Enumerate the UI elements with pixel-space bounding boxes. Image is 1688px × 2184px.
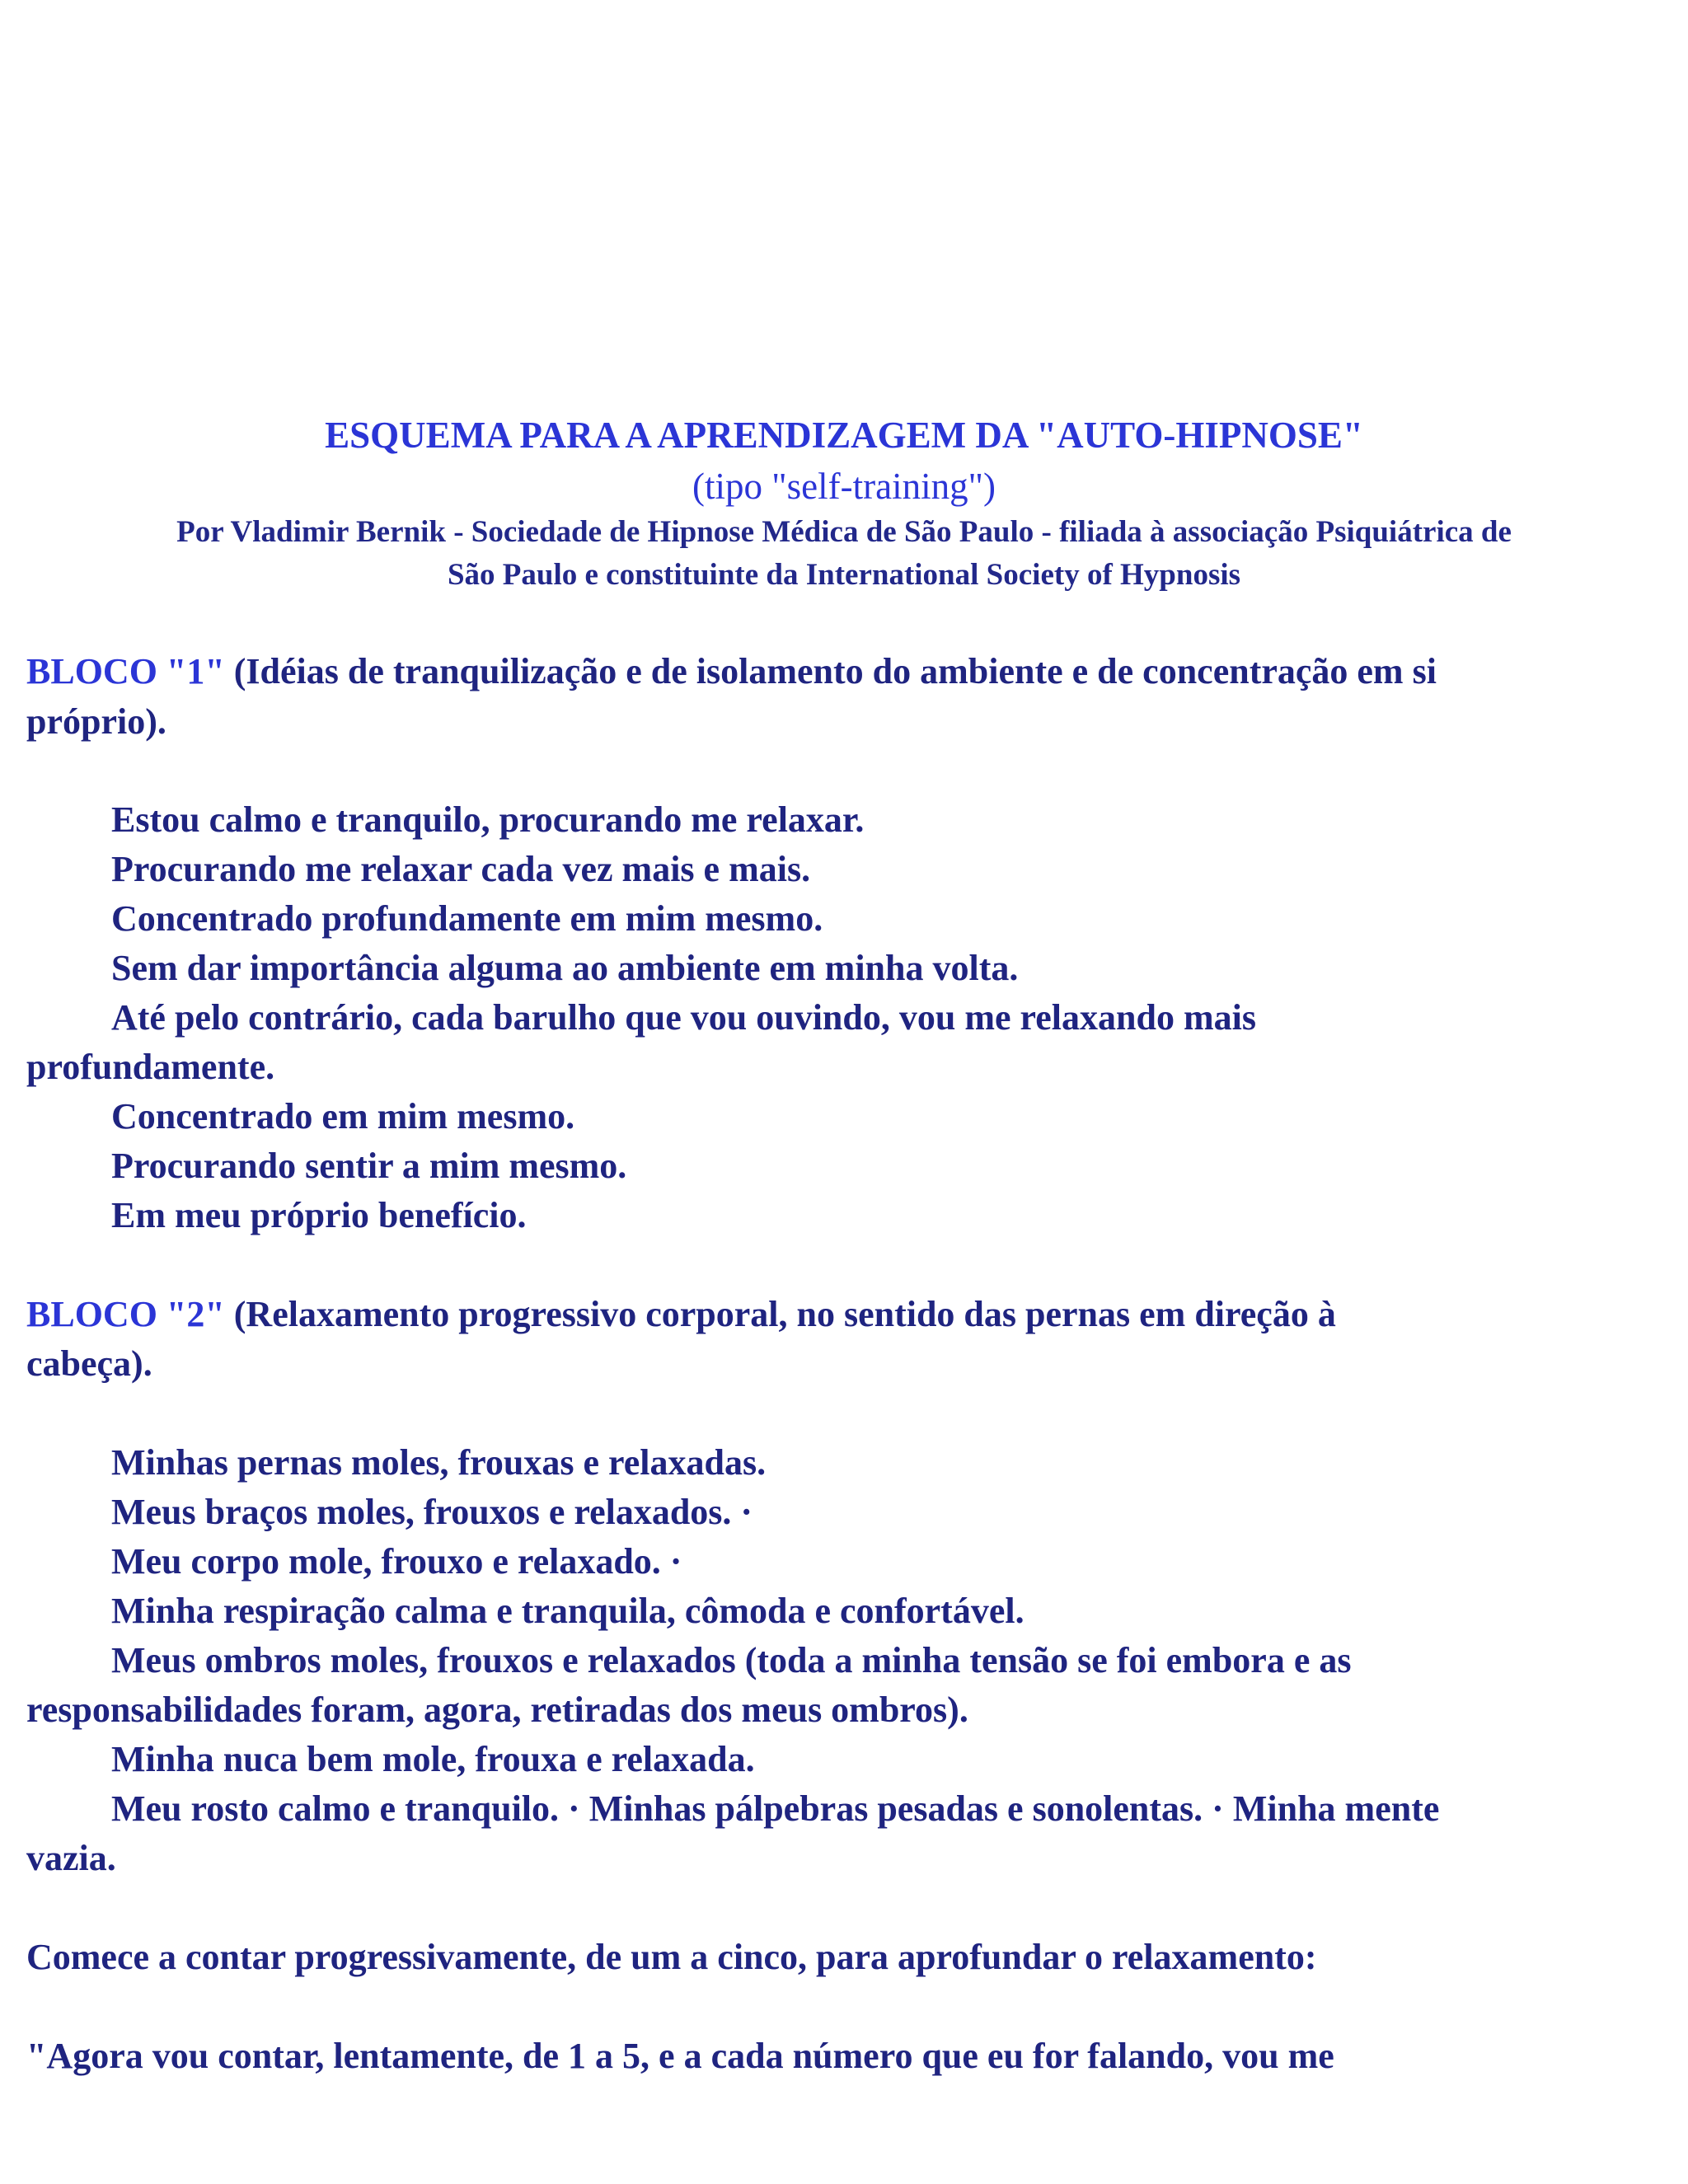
byline-line-2: São Paulo e constituinte da International Society of Hypnosis <box>447 558 1241 592</box>
bloco-1-line: profundamente. <box>26 1047 275 1087</box>
document-title: ESQUEMA PARA A APRENDIZAGEM DA "AUTO-HIPNOSE" <box>325 415 1363 456</box>
bloco-2-description: (Relaxamento progressivo corporal, no sentido das pernas em direção à <box>224 1294 1336 1334</box>
bloco-1-line: Concentrado profundamente em mim mesmo. <box>111 898 823 939</box>
bloco-2-line: Minhas pernas moles, frouxas e relaxadas. <box>111 1442 767 1483</box>
bloco-1-line: Procurando me relaxar cada vez mais e mais. <box>111 849 811 889</box>
bloco-1-line: Estou calmo e tranquilo, procurando me relaxar. <box>111 799 865 840</box>
bloco-2-line: vazia. <box>26 1838 116 1878</box>
bloco-1-description-cont: próprio). <box>26 701 166 742</box>
bloco-2-heading <box>26 1290 1336 1339</box>
counting-instruction: Comece a contar progressivamente, de um a cinco, para aprofundar o relaxamento: <box>26 1937 1317 1977</box>
bloco-1-description: (Idéias de tranquilização e de isolamento do ambiente e de concentração em si <box>224 651 1437 691</box>
bloco-1-line: Concentrado em mim mesmo. <box>111 1096 575 1137</box>
bloco-1-heading <box>26 647 1437 696</box>
bloco-2-line: Meus braços moles, frouxos e relaxados. · <box>111 1492 753 1532</box>
bloco-2-line: Meu rosto calmo e tranquilo. · Minhas pálpebras pesadas e sonolentas. · Minha mente <box>111 1788 1440 1829</box>
bloco-1-line: Sem dar importância alguma ao ambiente em minha volta. <box>111 948 1019 988</box>
document-subtitle: (tipo "self-training") <box>692 466 996 507</box>
bloco-2-description-cont: cabeça). <box>26 1343 152 1384</box>
bloco-1-line: Em meu próprio benefício. <box>111 1195 527 1235</box>
counting-quote: "Agora vou contar, lentamente, de 1 a 5, e a cada número que eu for falando, vou me <box>26 2036 1334 2076</box>
bloco-1-label: BLOCO "1" <box>26 651 225 691</box>
bloco-1-line: Procurando sentir a mim mesmo. <box>111 1146 627 1186</box>
bloco-2-line: Meus ombros moles, frouxos e relaxados (toda a minha tensão se foi embora e as <box>111 1640 1352 1680</box>
bloco-2-line: Meu corpo mole, frouxo e relaxado. · <box>111 1541 682 1582</box>
bloco-2-line: responsabilidades foram, agora, retiradas dos meus ombros). <box>26 1690 968 1730</box>
bloco-2-label: BLOCO "2" <box>26 1294 225 1334</box>
byline-line-1: Por Vladimir Bernik - Sociedade de Hipnose Médica de São Paulo - filiada à associação Psiquiátrica de <box>176 515 1512 549</box>
bloco-2-line: Minha nuca bem mole, frouxa e relaxada. <box>111 1739 755 1779</box>
bloco-2-line: Minha respiração calma e tranquila, cômoda e confortável. <box>111 1591 1025 1631</box>
bloco-1-line: Até pelo contrário, cada barulho que vou ouvindo, vou me relaxando mais <box>111 997 1256 1038</box>
